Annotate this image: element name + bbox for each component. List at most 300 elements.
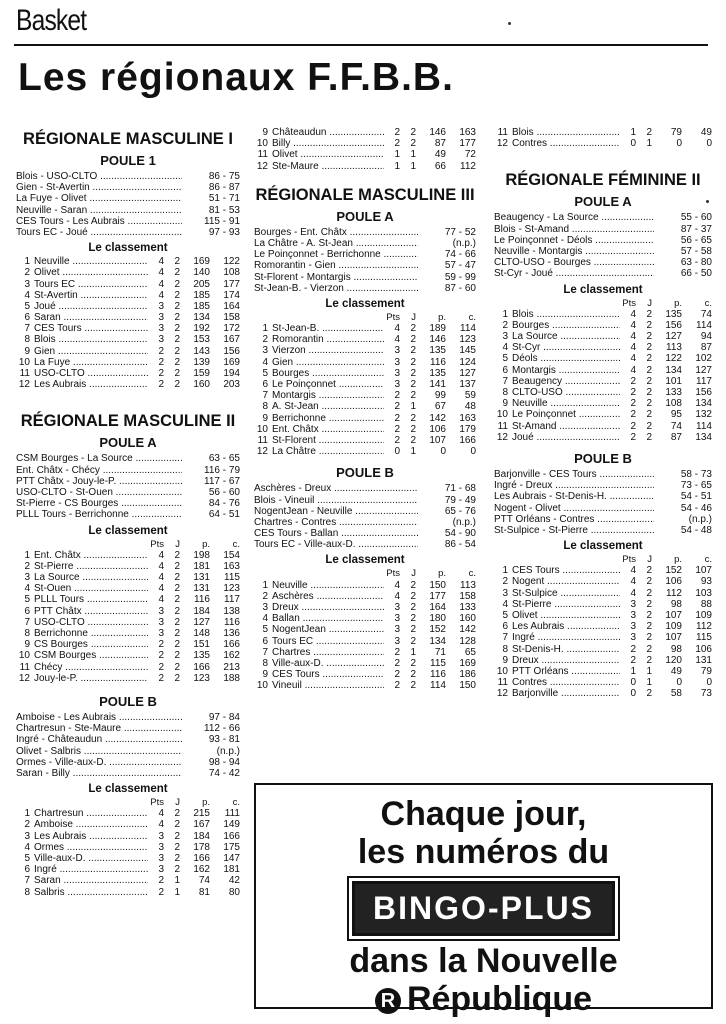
- standings-row: [16, 334, 240, 345]
- result-score: 81 - 53: [208, 204, 240, 216]
- result-row: [494, 503, 712, 514]
- rank: 5: [502, 610, 508, 621]
- stat-value: 3: [158, 616, 164, 628]
- team-name: St-Jean-B. .....: [272, 323, 384, 334]
- rank: 6: [24, 864, 30, 876]
- rf2-pouleb-results: [494, 469, 712, 536]
- stat-value: 142: [429, 412, 446, 424]
- rank: 7: [24, 616, 30, 628]
- rm3-poulea-label: POULE A: [336, 208, 394, 224]
- stat-value: 131: [193, 572, 210, 584]
- stat-value: 113: [460, 579, 476, 591]
- result-score: 54 - 48: [680, 524, 712, 536]
- header-spacer: [512, 554, 620, 565]
- rank: 7: [24, 875, 30, 887]
- result-score: 79 - 49: [444, 494, 476, 506]
- result-score: 112 - 66: [204, 723, 240, 735]
- stat-value: 147: [223, 853, 240, 864]
- team-name: St-Denis-H. .....: [512, 644, 620, 655]
- result-row: [16, 193, 240, 204]
- rank: 10: [256, 423, 268, 435]
- result-row: [16, 205, 240, 216]
- standings-row: [254, 127, 476, 138]
- stat-value: 146: [429, 334, 446, 346]
- stat-value: 180: [429, 613, 446, 625]
- rank: 8: [262, 657, 268, 669]
- rm1-poule1-table: [16, 256, 240, 390]
- rank: 4: [24, 289, 30, 301]
- stat-value: 2: [410, 379, 416, 390]
- rm3-pouleb-results: [254, 483, 476, 550]
- standings-row: [254, 138, 476, 149]
- stat-value: 2: [646, 688, 652, 700]
- standings-row: [16, 572, 240, 583]
- stat-value: 1: [174, 875, 180, 887]
- stat-value: 184: [193, 830, 210, 842]
- section-tag: Basket: [16, 4, 87, 37]
- stat-value: 133: [459, 602, 476, 613]
- result-teams: Ent. Châtx - Chécy .....: [16, 465, 182, 476]
- standings-row: [254, 591, 476, 602]
- rank: 8: [502, 387, 508, 398]
- standings-row: [16, 819, 240, 830]
- stat-value: 1: [646, 677, 652, 689]
- stat-value: 2: [174, 560, 180, 572]
- stat-value: 4: [630, 576, 636, 588]
- stat-value: 2: [394, 669, 400, 681]
- stat-value: 99: [434, 390, 446, 402]
- standings-row: [16, 606, 240, 617]
- stat-value: 3: [630, 598, 636, 610]
- standings-row: [254, 647, 476, 658]
- rank: 2: [262, 590, 268, 602]
- stat-value: 4: [158, 819, 164, 831]
- stat-value: 3: [394, 635, 400, 647]
- rm2-pouleb-classement-label: Le classement: [88, 783, 168, 796]
- standings-row: [254, 379, 476, 390]
- stat-value: 2: [646, 587, 652, 599]
- standings-row: [16, 842, 240, 853]
- rank: 6: [262, 379, 268, 390]
- team-name: CES Tours .....: [512, 565, 620, 576]
- standings-row: [254, 435, 476, 446]
- rank: 5: [262, 367, 268, 379]
- team-name: CS Bourges .....: [34, 639, 148, 650]
- standings-row: [254, 390, 476, 401]
- stat-value: 117: [696, 375, 712, 387]
- rank: 3: [262, 345, 268, 357]
- stat-value: 140: [193, 267, 210, 279]
- result-row: [254, 249, 476, 260]
- stat-value: 153: [193, 334, 210, 346]
- team-name: St-Cyr .....: [512, 342, 620, 353]
- stat-value: 134: [695, 398, 712, 410]
- result-score: (n.p.): [216, 745, 240, 757]
- stat-value: 123: [459, 334, 476, 346]
- stat-value: 2: [174, 853, 180, 864]
- stat-value: 136: [223, 628, 240, 639]
- stat-value: 3: [158, 605, 164, 617]
- stat-value: 2: [174, 864, 180, 876]
- stat-value: 4: [158, 549, 164, 561]
- stat-value: 132: [695, 409, 712, 421]
- stat-value: 177: [223, 278, 240, 290]
- result-teams: Blois - Vineuil .....: [254, 495, 418, 506]
- result-score: 97 - 84: [208, 711, 240, 723]
- stat-value: 2: [646, 576, 652, 588]
- result-row: [16, 712, 240, 723]
- stat-value: 2: [410, 602, 416, 613]
- stat-value: 2: [410, 334, 416, 346]
- stat-value: 146: [429, 127, 446, 138]
- stat-value: 3: [158, 300, 164, 312]
- stat-value: 79: [700, 665, 712, 677]
- stat-value: 2: [630, 387, 636, 398]
- team-name: Gien .....: [34, 346, 148, 357]
- stat-value: 169: [193, 256, 210, 268]
- result-teams: St-Sulpice - St-Pierre .....: [494, 525, 654, 536]
- stat-value: 158: [223, 312, 240, 324]
- rank: 7: [502, 375, 508, 387]
- result-row: [254, 238, 476, 249]
- standings-row: [16, 808, 240, 819]
- rank: 1: [262, 579, 268, 591]
- standings-row: [254, 345, 476, 356]
- rank: 1: [262, 323, 268, 335]
- stat-value: 164: [429, 602, 446, 613]
- team-name: Châteaudun .....: [272, 127, 384, 138]
- stat-value: 2: [394, 412, 400, 424]
- result-teams: Gien - St-Avertin .....: [16, 182, 182, 193]
- stat-value: 1: [410, 646, 416, 658]
- standings-row: [494, 621, 712, 632]
- result-score: 116 - 79: [204, 464, 240, 476]
- stat-value: 156: [223, 345, 240, 357]
- result-teams: Aschères - Dreux .....: [254, 483, 418, 494]
- standings-row: [16, 617, 240, 628]
- stat-value: 2: [174, 300, 180, 312]
- stat-value: 2: [174, 572, 180, 584]
- standings-row: [494, 376, 712, 387]
- stat-value: 2: [394, 138, 400, 150]
- stat-value: 2: [410, 635, 416, 647]
- standings-row: [16, 368, 240, 379]
- result-teams: Romorantin - Gien .....: [254, 260, 418, 271]
- stat-value: 2: [646, 598, 652, 610]
- header-rule: [14, 44, 708, 46]
- standings-row: [494, 421, 712, 432]
- stat-value: 167: [223, 334, 240, 346]
- stat-value: 4: [158, 560, 164, 572]
- stat-value: 145: [459, 345, 476, 357]
- standings-row: [16, 628, 240, 639]
- stat-value: 2: [158, 639, 164, 651]
- stat-value: 112: [696, 621, 712, 633]
- result-teams: Olivet - Salbris .....: [16, 746, 182, 757]
- stat-value: 3: [158, 853, 164, 864]
- stat-value: 134: [665, 364, 682, 376]
- result-row: [494, 469, 712, 480]
- stat-value: 2: [646, 610, 652, 621]
- stat-value: 135: [665, 308, 682, 320]
- stat-value: 124: [459, 356, 476, 368]
- stat-value: 72: [464, 149, 476, 161]
- stat-value: 98: [670, 643, 682, 655]
- team-name: CLTO-USO .....: [512, 387, 620, 398]
- stat-value: 4: [158, 808, 164, 820]
- standings-row: [16, 583, 240, 594]
- stat-value: 4: [630, 331, 636, 343]
- standings-row: [494, 398, 712, 409]
- rank: 4: [24, 841, 30, 853]
- rm2-pouleb-results: [16, 712, 240, 779]
- stat-value: 2: [174, 841, 180, 853]
- standings-row: [16, 864, 240, 875]
- stat-value: 49: [670, 665, 682, 677]
- team-name: Le Poinçonnet .....: [512, 409, 620, 420]
- result-teams: CSM Bourges - La Source .....: [16, 453, 182, 464]
- stat-value: 198: [193, 549, 210, 561]
- stat-value: 2: [646, 387, 652, 398]
- stat-value: 2: [646, 331, 652, 343]
- stat-value: 2: [174, 356, 180, 368]
- standings-row: [254, 334, 476, 345]
- standings-row: [494, 588, 712, 599]
- rank: 11: [497, 420, 508, 432]
- stat-value: 2: [410, 613, 416, 625]
- stat-value: 2: [646, 319, 652, 331]
- stat-value: 112: [666, 587, 682, 599]
- header-spacer: [254, 568, 268, 579]
- rm3-poulea-classement-label: Le classement: [325, 297, 405, 310]
- stat-value: 2: [410, 579, 416, 591]
- rank: 12: [18, 672, 30, 684]
- stat-value: 93: [700, 576, 712, 588]
- column-header: c.: [468, 311, 476, 323]
- stat-value: 108: [223, 267, 240, 279]
- stat-value: 0: [630, 688, 636, 700]
- standings-row: [16, 639, 240, 650]
- stat-value: 4: [630, 342, 636, 354]
- stat-value: 116: [194, 594, 210, 606]
- column-header: Pts: [386, 311, 400, 323]
- rank: 11: [497, 127, 508, 138]
- stat-value: 135: [193, 650, 210, 662]
- bingo-plus-ad: [254, 783, 713, 1018]
- team-name: CSM Bourges .....: [34, 650, 148, 661]
- stat-value: 115: [696, 632, 712, 644]
- stat-value: 2: [174, 639, 180, 651]
- team-name: Contres .....: [512, 677, 620, 688]
- result-row: [16, 171, 240, 182]
- stat-value: 177: [459, 138, 476, 150]
- stat-value: 49: [434, 149, 446, 161]
- stat-value: 160: [193, 379, 210, 391]
- standings-row: [494, 309, 712, 320]
- rank: 10: [496, 409, 508, 421]
- standings-row: [16, 875, 240, 886]
- result-score: 86 - 54: [444, 539, 476, 551]
- standings-row: [254, 149, 476, 160]
- stat-value: 123: [223, 583, 240, 595]
- stat-value: 2: [410, 356, 416, 368]
- standings-row: [254, 602, 476, 613]
- stat-value: 4: [158, 289, 164, 301]
- result-teams: Blois - USO-CLTO .....: [16, 171, 182, 182]
- team-name: Amboise .....: [34, 819, 148, 830]
- team-name: Billy .....: [272, 138, 384, 149]
- stat-value: 166: [193, 661, 210, 673]
- standings-row: [16, 673, 240, 684]
- rank: 12: [496, 138, 508, 150]
- header-spacer: [272, 568, 384, 579]
- column-2: [254, 127, 476, 692]
- stat-value: 3: [158, 628, 164, 639]
- result-row: [16, 465, 240, 476]
- standings-row: [16, 662, 240, 673]
- result-row: [16, 768, 240, 779]
- team-name: Barjonville .....: [512, 688, 620, 699]
- team-name: St-Amand .....: [512, 421, 620, 432]
- header-spacer: [16, 539, 30, 550]
- team-name: Nogent .....: [512, 576, 620, 587]
- standings-row: [494, 432, 712, 443]
- stat-value: 2: [646, 342, 652, 354]
- stat-value: 2: [158, 886, 164, 898]
- result-row: [494, 514, 712, 525]
- stat-value: 4: [630, 565, 636, 577]
- team-name: Ballan .....: [272, 613, 384, 624]
- stat-value: 4: [394, 579, 400, 591]
- stat-value: 1: [410, 149, 416, 161]
- result-row: [254, 227, 476, 238]
- stat-value: 139: [193, 356, 210, 368]
- result-row: [16, 498, 240, 509]
- result-teams: Les Aubrais - St-Denis-H. .....: [494, 491, 654, 502]
- rank: 8: [24, 886, 30, 898]
- result-teams: Chartresun - Ste-Maure .....: [16, 723, 182, 734]
- rank: 10: [496, 665, 508, 677]
- stat-value: 156: [695, 387, 712, 398]
- stat-value: 2: [646, 621, 652, 633]
- team-name: Déols .....: [512, 353, 620, 364]
- team-name: Blois .....: [34, 334, 148, 345]
- team-name: USO-CLTO .....: [34, 617, 148, 628]
- standings-row: [16, 267, 240, 278]
- team-name: Ville-aux-D. .....: [272, 658, 384, 669]
- stat-value: 143: [193, 345, 210, 357]
- stat-value: 101: [665, 375, 682, 387]
- standings-row: [254, 580, 476, 591]
- standings-row: [494, 644, 712, 655]
- stat-value: 2: [174, 379, 180, 391]
- standings-row: [16, 323, 240, 334]
- stat-value: 107: [665, 632, 682, 644]
- stat-value: 141: [429, 379, 446, 390]
- header-spacer: [272, 312, 384, 323]
- rf2-pouleb-table: [494, 554, 712, 699]
- rank: 1: [502, 308, 508, 320]
- team-name: Chartres .....: [272, 647, 384, 658]
- stat-value: 4: [630, 308, 636, 320]
- stat-value: 138: [223, 605, 240, 617]
- rank: 2: [24, 267, 30, 279]
- stat-value: 2: [630, 654, 636, 666]
- stat-value: 164: [223, 300, 240, 312]
- stat-value: 2: [158, 356, 164, 368]
- stat-value: 2: [174, 819, 180, 831]
- stat-value: 2: [646, 632, 652, 644]
- rank: 11: [257, 434, 268, 446]
- rank: 7: [24, 323, 30, 335]
- stat-value: 87: [670, 431, 682, 443]
- result-score: 63 - 65: [208, 453, 240, 465]
- stat-value: 114: [430, 680, 446, 692]
- rm3-title: RÉGIONALE MASCULINE III: [255, 185, 475, 204]
- standings-row: [254, 424, 476, 435]
- stat-value: 150: [429, 579, 446, 591]
- rank: 4: [502, 342, 508, 354]
- stat-value: 127: [459, 367, 476, 379]
- column-header: c.: [468, 568, 476, 580]
- stat-value: 1: [174, 886, 180, 898]
- rf2-poulea-label: POULE A: [574, 194, 632, 210]
- stat-value: 2: [174, 549, 180, 561]
- stat-value: 1: [646, 665, 652, 677]
- standings-row: [254, 368, 476, 379]
- standings-row: [254, 680, 476, 691]
- column-header: J: [647, 554, 652, 566]
- team-name: St-Avertin .....: [34, 290, 148, 301]
- stat-value: 3: [394, 345, 400, 357]
- ad-line-1: Chaque jour,: [380, 795, 587, 833]
- rank: 5: [502, 353, 508, 365]
- team-name: Dreux .....: [272, 602, 384, 613]
- stat-value: 2: [410, 423, 416, 435]
- rank: 5: [24, 853, 30, 864]
- stat-value: 2: [630, 409, 636, 421]
- result-teams: Tours EC - Ville-aux-D. .....: [254, 539, 418, 550]
- team-name: Jouy-le-P. .....: [34, 673, 148, 684]
- rf2-poulea-results: [494, 212, 712, 279]
- team-name: Olivet .....: [512, 610, 620, 621]
- rank: 10: [256, 680, 268, 692]
- result-teams: St-Jean-B. - Vierzon .....: [254, 283, 418, 294]
- result-row: [16, 757, 240, 768]
- stat-value: 166: [223, 830, 240, 842]
- rank: 10: [18, 650, 30, 662]
- result-row: [16, 746, 240, 757]
- team-name: St-Sulpice .....: [512, 588, 620, 599]
- result-teams: Tours EC - Joué .....: [16, 227, 182, 238]
- result-teams: Amboise - Les Aubrais .....: [16, 712, 182, 723]
- result-teams: St-Pierre - CS Bourges .....: [16, 498, 182, 509]
- stat-value: 128: [459, 635, 476, 647]
- column-header: p.: [438, 311, 446, 323]
- rm2-title: RÉGIONALE MASCULINE II: [20, 412, 236, 431]
- standings-row: [16, 290, 240, 301]
- stat-value: 2: [410, 412, 416, 424]
- stat-value: 160: [459, 613, 476, 625]
- stat-value: 3: [394, 379, 400, 390]
- rank: 6: [24, 312, 30, 324]
- stat-value: 113: [666, 342, 682, 354]
- stat-value: 71: [434, 646, 446, 658]
- team-name: Blois .....: [512, 309, 620, 320]
- stat-value: 4: [158, 594, 164, 606]
- rank: 3: [24, 830, 30, 842]
- column-header: p.: [674, 297, 682, 309]
